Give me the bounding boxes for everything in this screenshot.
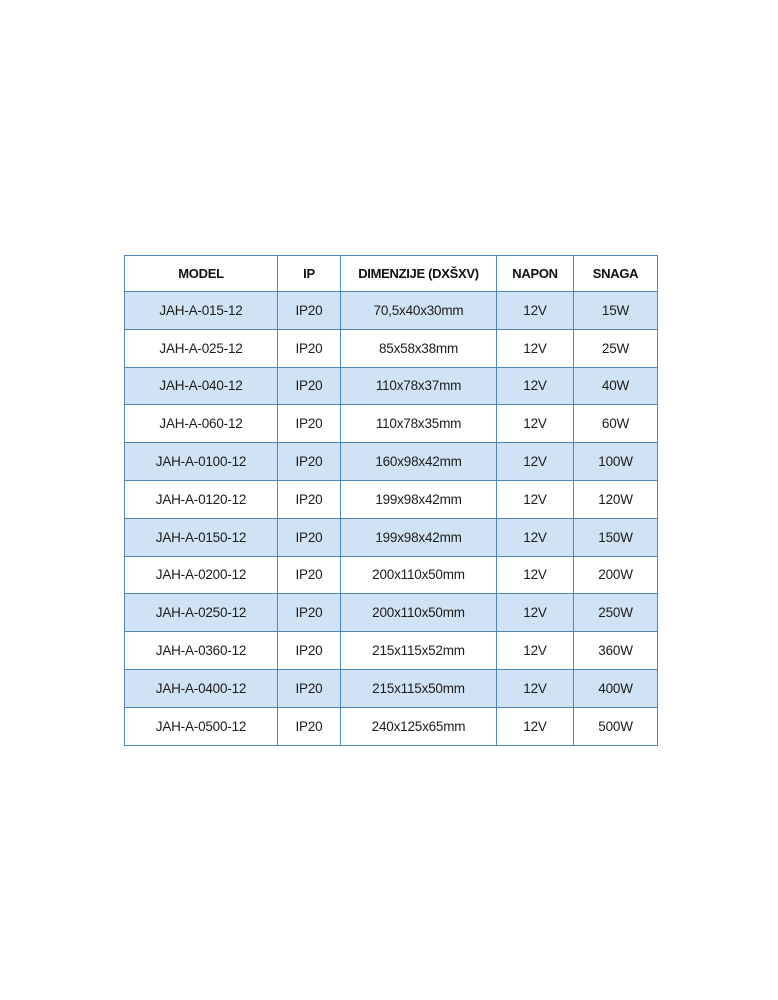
table-row <box>125 367 658 405</box>
spec-table <box>124 255 658 746</box>
cell-snaga: 100W <box>574 443 658 481</box>
cell-model: JAH-A-0100-12 <box>125 443 278 481</box>
cell-dimenzije: 160x98x42mm <box>341 443 497 481</box>
cell-napon: 12V <box>497 292 574 330</box>
table-row <box>125 669 658 707</box>
table-row <box>125 518 658 556</box>
cell-ip: IP20 <box>278 669 341 707</box>
cell-model: JAH-A-0200-12 <box>125 556 278 594</box>
cell-dimenzije: 199x98x42mm <box>341 480 497 518</box>
table-row <box>125 556 658 594</box>
cell-model: JAH-A-060-12 <box>125 405 278 443</box>
cell-model: JAH-A-025-12 <box>125 329 278 367</box>
cell-model: JAH-A-040-12 <box>125 367 278 405</box>
cell-snaga: 25W <box>574 329 658 367</box>
table-header-row <box>125 256 658 292</box>
cell-ip: IP20 <box>278 556 341 594</box>
cell-dimenzije: 199x98x42mm <box>341 518 497 556</box>
cell-napon: 12V <box>497 443 574 481</box>
table-row <box>125 632 658 670</box>
cell-snaga: 15W <box>574 292 658 330</box>
cell-napon: 12V <box>497 669 574 707</box>
cell-ip: IP20 <box>278 594 341 632</box>
column-header-dimenzije: DIMENZIJE (DXŠXV) <box>341 256 497 292</box>
cell-model: JAH-A-015-12 <box>125 292 278 330</box>
cell-snaga: 200W <box>574 556 658 594</box>
table-head <box>125 256 658 292</box>
table-row <box>125 405 658 443</box>
cell-napon: 12V <box>497 556 574 594</box>
column-header-model: MODEL <box>125 256 278 292</box>
cell-snaga: 400W <box>574 669 658 707</box>
cell-ip: IP20 <box>278 329 341 367</box>
cell-ip: IP20 <box>278 405 341 443</box>
table-row <box>125 480 658 518</box>
cell-napon: 12V <box>497 405 574 443</box>
cell-ip: IP20 <box>278 707 341 745</box>
cell-napon: 12V <box>497 480 574 518</box>
cell-snaga: 500W <box>574 707 658 745</box>
cell-snaga: 150W <box>574 518 658 556</box>
cell-ip: IP20 <box>278 443 341 481</box>
cell-napon: 12V <box>497 707 574 745</box>
table-row <box>125 707 658 745</box>
cell-model: JAH-A-0400-12 <box>125 669 278 707</box>
cell-snaga: 60W <box>574 405 658 443</box>
column-header-ip: IP <box>278 256 341 292</box>
cell-dimenzije: 200x110x50mm <box>341 556 497 594</box>
cell-dimenzije: 215x115x52mm <box>341 632 497 670</box>
cell-snaga: 40W <box>574 367 658 405</box>
cell-model: JAH-A-0120-12 <box>125 480 278 518</box>
cell-model: JAH-A-0250-12 <box>125 594 278 632</box>
cell-napon: 12V <box>497 329 574 367</box>
table-row <box>125 443 658 481</box>
cell-model: JAH-A-0360-12 <box>125 632 278 670</box>
table-body <box>125 292 658 746</box>
cell-model: JAH-A-0500-12 <box>125 707 278 745</box>
cell-snaga: 120W <box>574 480 658 518</box>
column-header-snaga: SNAGA <box>574 256 658 292</box>
table-row <box>125 329 658 367</box>
cell-dimenzije: 110x78x37mm <box>341 367 497 405</box>
cell-napon: 12V <box>497 594 574 632</box>
cell-dimenzije: 215x115x50mm <box>341 669 497 707</box>
cell-napon: 12V <box>497 632 574 670</box>
cell-napon: 12V <box>497 518 574 556</box>
cell-ip: IP20 <box>278 480 341 518</box>
column-header-napon: NAPON <box>497 256 574 292</box>
cell-dimenzije: 70,5x40x30mm <box>341 292 497 330</box>
cell-ip: IP20 <box>278 292 341 330</box>
cell-dimenzije: 200x110x50mm <box>341 594 497 632</box>
cell-snaga: 360W <box>574 632 658 670</box>
cell-ip: IP20 <box>278 632 341 670</box>
cell-model: JAH-A-0150-12 <box>125 518 278 556</box>
cell-dimenzije: 110x78x35mm <box>341 405 497 443</box>
cell-snaga: 250W <box>574 594 658 632</box>
cell-napon: 12V <box>497 367 574 405</box>
table-row <box>125 594 658 632</box>
table-row <box>125 292 658 330</box>
cell-dimenzije: 240x125x65mm <box>341 707 497 745</box>
cell-ip: IP20 <box>278 367 341 405</box>
cell-dimenzije: 85x58x38mm <box>341 329 497 367</box>
cell-ip: IP20 <box>278 518 341 556</box>
